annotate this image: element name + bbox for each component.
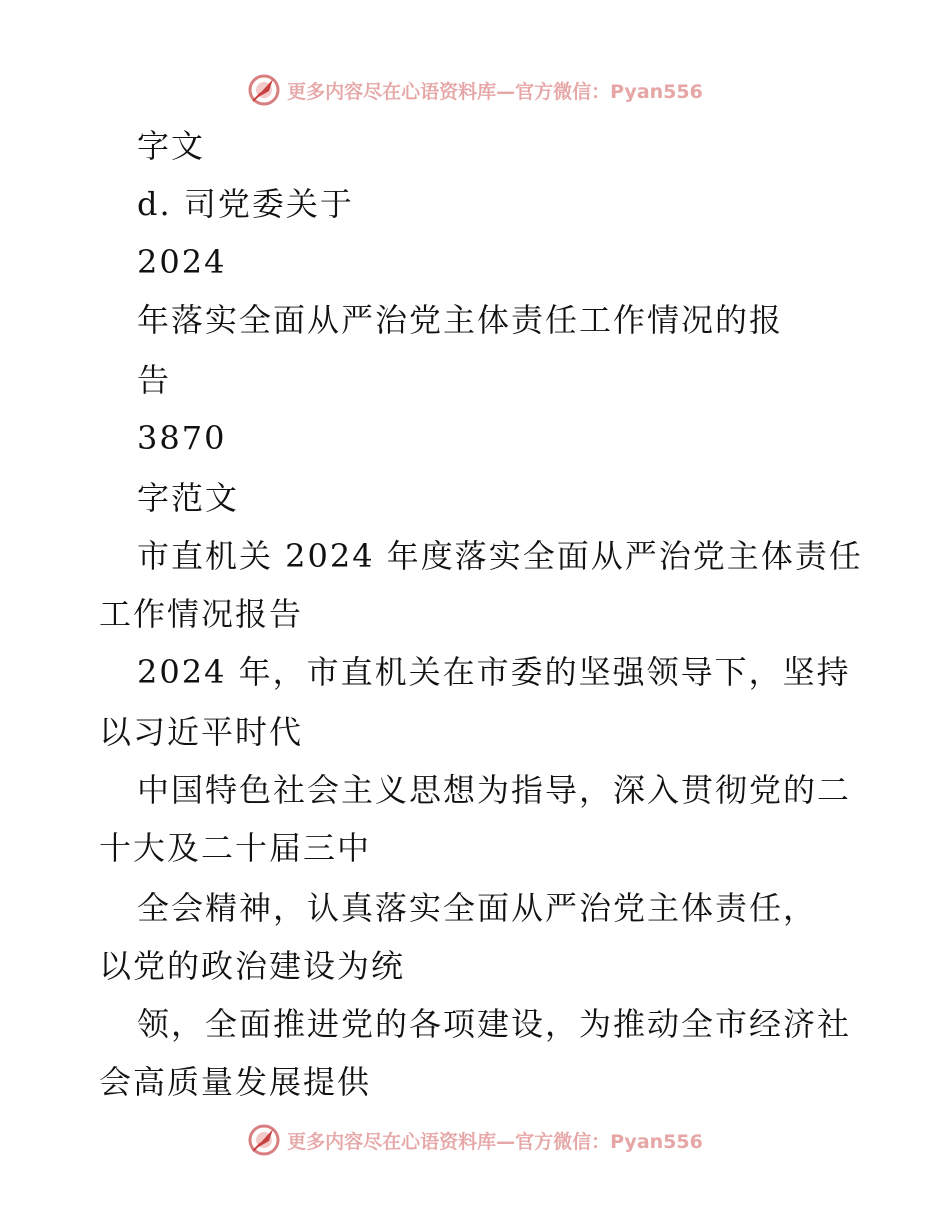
watermark-inner xyxy=(247,1123,703,1157)
body-line: 字范文 xyxy=(137,479,240,517)
body-line: 十大及二十届三中 xyxy=(99,829,372,867)
body-line: 以党的政治建设为统 xyxy=(99,947,406,985)
body-line: 会高质量发展提供 xyxy=(99,1063,372,1101)
body-line: 领，全面推进党的各项建设，为推动全市经济社 xyxy=(137,1005,852,1043)
body-line: 字文 xyxy=(137,127,206,165)
body-line: 中国特色社会主义思想为指导，深入贯彻党的二 xyxy=(137,771,852,809)
footer-watermark xyxy=(0,1120,950,1160)
quill-logo-icon xyxy=(247,1123,281,1157)
body-line: 2024 年，市直机关在市委的坚强领导下，坚持 xyxy=(137,653,851,691)
body-line: 全会精神，认真落实全面从严治党主体责任， xyxy=(137,889,818,927)
body-line: 2024 xyxy=(137,243,227,281)
body-line: 工作情况报告 xyxy=(99,595,304,633)
body-line: 告 xyxy=(137,361,172,399)
watermark-text: 更多内容尽在心语资料库—官方微信：Pyan556 xyxy=(287,80,703,103)
body-line: 年落实全面从严治党主体责任工作情况的报 xyxy=(137,301,784,339)
body-line: 3870 xyxy=(137,419,227,457)
watermark-inner xyxy=(247,73,703,107)
watermark-text: 更多内容尽在心语资料库—官方微信：Pyan556 xyxy=(287,1130,703,1153)
body-line: d. 司党委关于 xyxy=(137,185,354,223)
body-line: 以习近平时代 xyxy=(99,713,304,751)
header-watermark xyxy=(0,70,950,110)
quill-logo-icon xyxy=(247,73,281,107)
body-line: 市直机关 2024 年度落实全面从严治党主体责任 xyxy=(137,537,863,575)
